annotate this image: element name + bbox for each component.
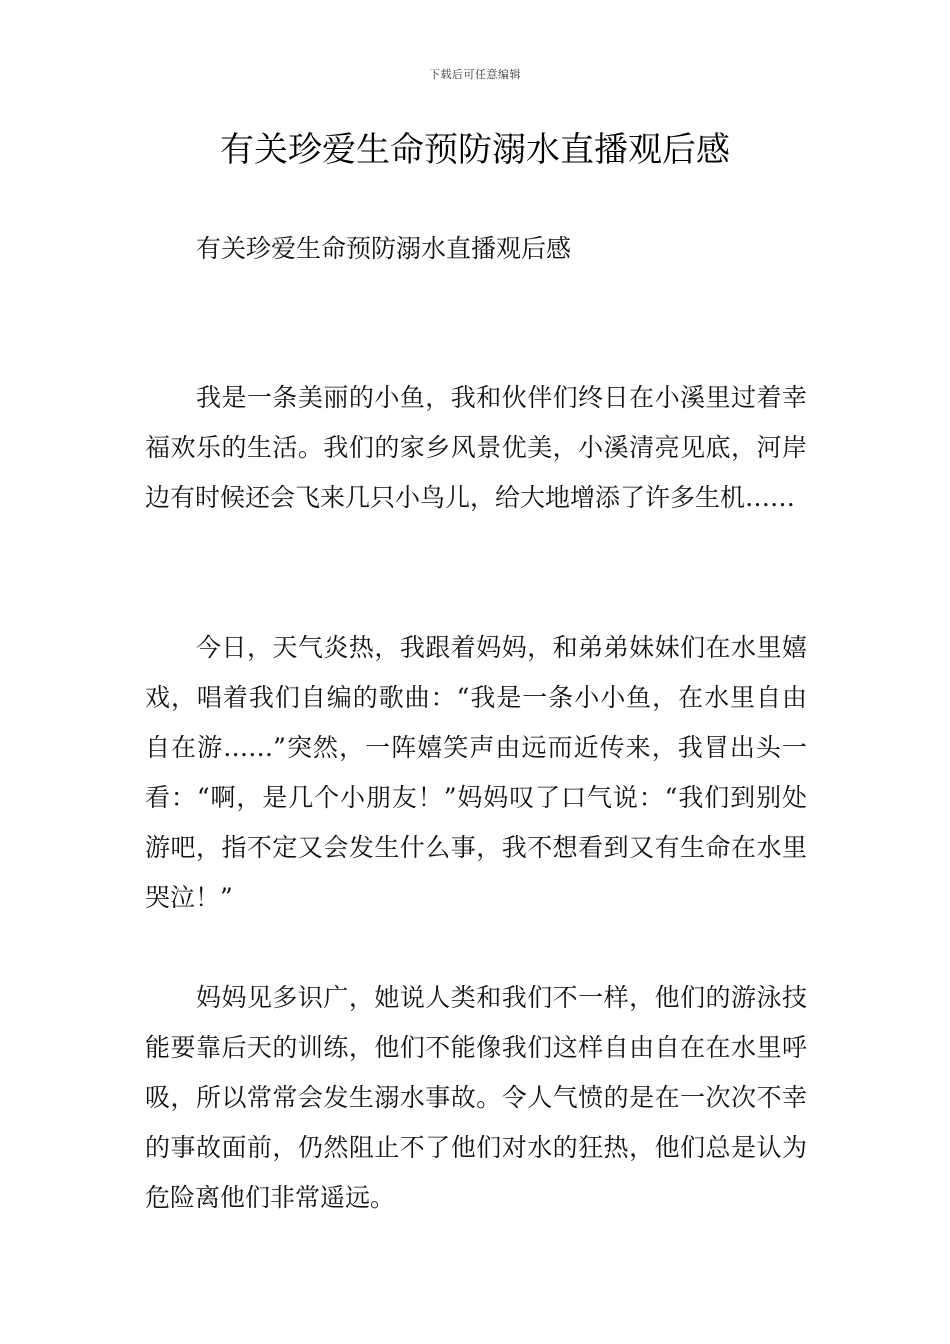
paragraph-2: 今日，天气炎热，我跟着妈妈，和弟弟妹妹们在水里嬉戏，唱着我们自编的歌曲：“我是一条小小鱼，在水里自由自在游……”突然，一阵嬉笑声由远而近传来，我冒出头一看：“啊，是几个小朋友！”妈妈叹了口气说：“我们到别处游吧，指不定又会发生什么事，我不想看到又有生命在水里哭泣！” xyxy=(145,633,807,912)
document-title: 有关珍爱生命预防溺水直播观后感 xyxy=(220,130,730,170)
paragraph-3: 妈妈见多识广，她说人类和我们不一样，他们的游泳技能要靠后天的训练，他们不能像我们这样自由自在在水里呼吸，所以常常会发生溺水事故。令人气愤的是在一次次不幸的事故面前，仍然阻止不了他们对水的狂热，他们总是认为危险离他们非常遥远。 xyxy=(145,983,807,1212)
document-subtitle: 有关珍爱生命预防溺水直播观后感 xyxy=(196,234,572,263)
paragraph-1: 我是一条美丽的小鱼，我和伙伴们终日在小溪里过着幸福欢乐的生活。我们的家乡风景优美，小溪清亮见底，河岸边有时候还会飞来几只小鸟儿，给大地增添了许多生机…… xyxy=(145,383,807,512)
page-header-note: 下载后可任意编辑 xyxy=(429,68,521,81)
